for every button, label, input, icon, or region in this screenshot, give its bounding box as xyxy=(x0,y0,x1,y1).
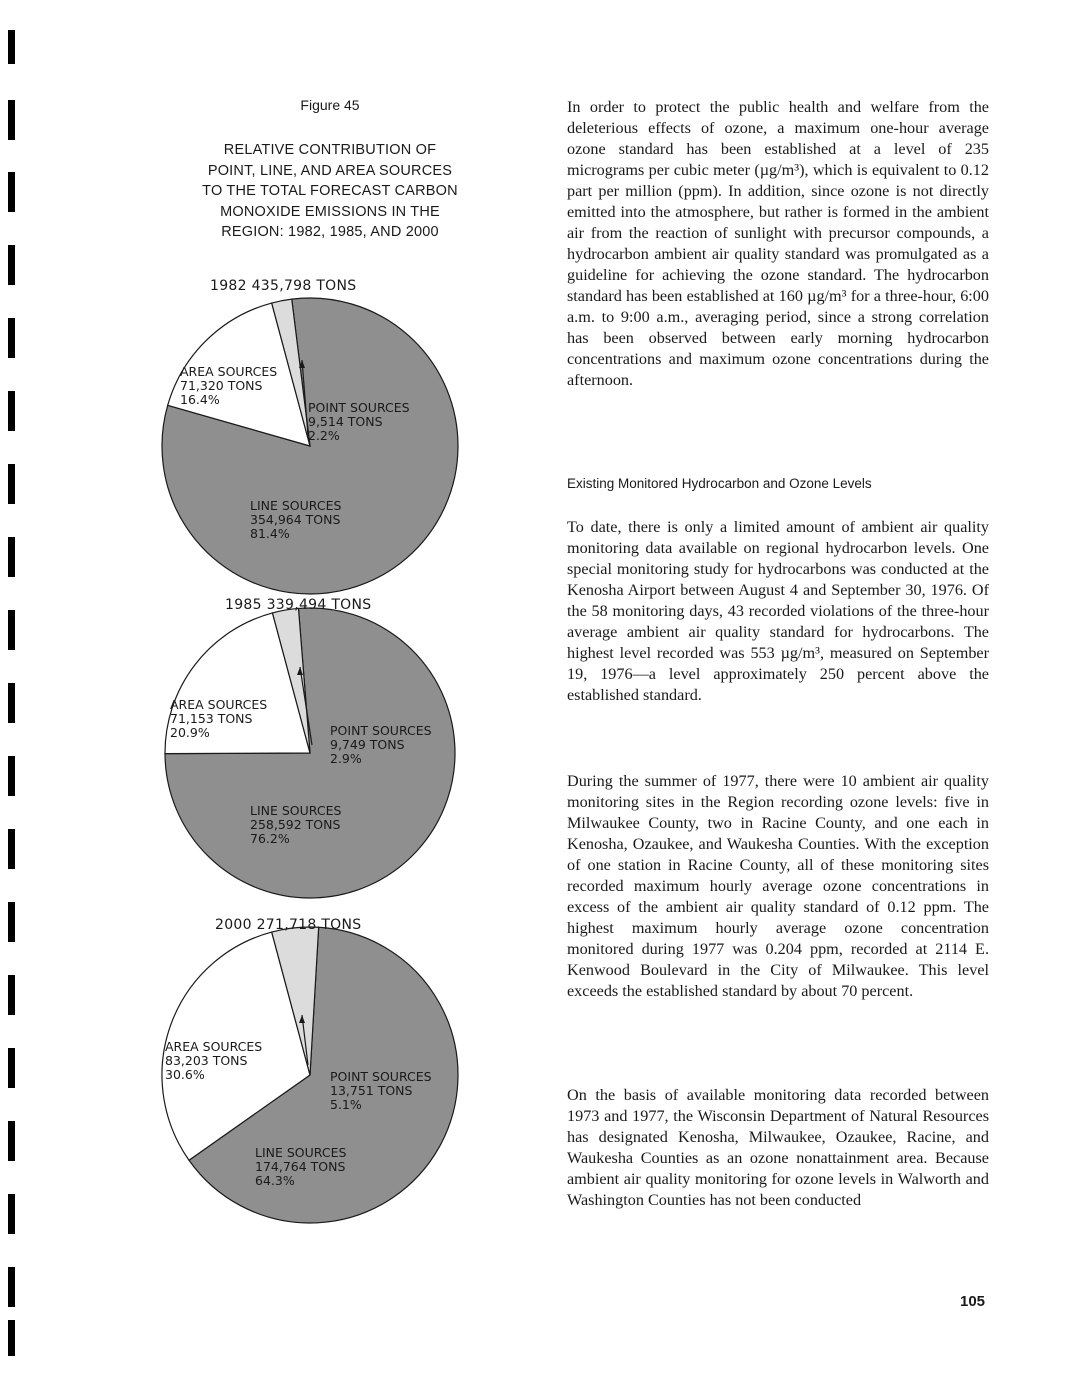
pie-label-line-sources: 81.4% xyxy=(250,526,290,541)
pie-label-line-sources: 354,964 TONS xyxy=(250,512,341,527)
paragraph-nonattainment xyxy=(567,1085,989,1211)
pie-label-area-sources: AREA SOURCES xyxy=(170,697,268,712)
pie-label-point-sources: 9,749 TONS xyxy=(330,737,405,752)
pie-label-area-sources: 71,320 TONS xyxy=(180,378,263,393)
figure-title-line: MONOXIDE EMISSIONS IN THE xyxy=(220,203,440,220)
section-subheading: Existing Monitored Hydrocarbon and Ozone Levels xyxy=(567,476,872,491)
pie-label-area-sources: AREA SOURCES xyxy=(180,364,278,379)
paragraph-text: On the basis of available monitoring data recorded between 1973 and 1977, the Wisconsin Department of Natural Resources has designated Kenosha, Milwaukee, Ozaukee, Racine, and Waukesha Counties as an ozone nonattainment area. Because ambient air quality monitoring for ozone levels in Walworth and Washington Counties has not been conducted xyxy=(567,1086,989,1209)
paragraph-text: To date, there is only a limited amount of ambient air quality monitoring data available on regional hydrocarbon levels. One special monitoring study for hydrocarbons was conducted at the Kenosha Airport between August 4 and September 30, 1976. Of the 58 monitoring days, 43 recorded violations of the three-hour average ambient air quality standard for hydrocarbons. The highest level recorded was 553 µg/m³, measured on September 19, 1976—a level approximately 250 percent above the established standard. xyxy=(567,518,989,704)
page-number: 105 xyxy=(960,1293,986,1310)
pie-label-point-sources: POINT SOURCES xyxy=(308,400,410,415)
pie-label-point-sources: 2.2% xyxy=(308,428,340,443)
paragraph-hydrocarbon xyxy=(567,517,989,706)
pie-chart-1982 xyxy=(150,268,470,603)
pie-svg xyxy=(150,268,470,603)
figure-title-line: RELATIVE CONTRIBUTION OF xyxy=(223,142,437,158)
paragraph-text: During the summer of 1977, there were 10 ambient air quality monitoring sites in the Region recording ozone levels: five in Milwaukee County, two in Racine County, and one each in Kenosha, Ozaukee, and Waukesha Counties. With the exception of one station in Racine County, all of these monitoring sites recorded maximum hourly average ozone concentrations in excess of the ambient air quality standard of 0.12 ppm. The highest maximum hourly average ozone concentration monitored during 1977 was 0.204 ppm, recorded at 2114 E. Kenwood Boulevard in the City of Milwaukee. This level exceeds the established standard by about 70 percent. xyxy=(567,772,989,1000)
pie-label-point-sources: 13,751 TONS xyxy=(330,1083,413,1098)
figure-title xyxy=(160,140,500,243)
figure-title-line: POINT, LINE, AND AREA SOURCES xyxy=(207,162,453,179)
paragraph-ozone-standard xyxy=(567,97,989,391)
binding-marks xyxy=(8,0,22,1380)
figure-title-line: REGION: 1982, 1985, AND 2000 xyxy=(221,224,439,240)
pie-label-area-sources: 20.9% xyxy=(170,725,210,740)
pie-label-line-sources: LINE SOURCES xyxy=(250,498,342,513)
pie-label-point-sources: POINT SOURCES xyxy=(330,1069,432,1084)
figure-title-line: TO THE TOTAL FORECAST CARBON xyxy=(202,183,458,199)
pie-label-area-sources: 16.4% xyxy=(180,392,220,407)
pie-label-area-sources: 30.6% xyxy=(165,1067,205,1082)
figure-label: Figure 45 xyxy=(300,97,360,113)
pie-label-point-sources: 9,514 TONS xyxy=(308,414,383,429)
pie-chart-1985 xyxy=(150,585,470,905)
pie-heading: 2000 271,718 TONS xyxy=(215,917,362,933)
pie-label-line-sources: LINE SOURCES xyxy=(255,1145,347,1160)
pie-label-line-sources: 174,764 TONS xyxy=(255,1159,346,1174)
pie-label-line-sources: 258,592 TONS xyxy=(250,817,341,832)
pie-svg xyxy=(150,905,470,1240)
pie-label-point-sources: 5.1% xyxy=(330,1097,362,1112)
pie-svg xyxy=(150,585,470,905)
pie-chart-2000 xyxy=(150,905,470,1240)
paragraph-text: In order to protect the public health and welfare from the deleterious effects of ozone, a maximum one-hour average ozone standard has been established at a level of 235 micrograms per cubic meter (µg/m³), which is equivalent to 0.12 part per million (ppm). In addition, since ozone is not directly emitted into the atmosphere, but rather is formed in the ambient air from the reaction of sunlight with precursor compounds, a hydrocarbon ambient air quality standard was promulgated as a guideline for achieving the ozone standard. The hydrocarbon standard has been established at 160 µg/m³ for a three-hour, 6:00 a.m. to 9:00 a.m., averaging period, since a strong correlation has been observed between early morning hydrocarbon concentrations and maximum ozone concentrations during the afternoon. xyxy=(567,98,989,389)
pie-heading: 1982 435,798 TONS xyxy=(210,278,357,294)
pie-label-line-sources: 76.2% xyxy=(250,831,290,846)
pie-label-point-sources: 2.9% xyxy=(330,751,362,766)
pie-label-point-sources: POINT SOURCES xyxy=(330,723,432,738)
pie-label-area-sources: AREA SOURCES xyxy=(165,1039,263,1054)
paragraph-ozone-1977 xyxy=(567,771,989,1002)
pie-label-area-sources: 71,153 TONS xyxy=(170,711,253,726)
pie-label-line-sources: 64.3% xyxy=(255,1173,295,1188)
pie-heading: 1985 339,494 TONS xyxy=(225,597,372,613)
pie-label-area-sources: 83,203 TONS xyxy=(165,1053,248,1068)
pie-label-line-sources: LINE SOURCES xyxy=(250,803,342,818)
